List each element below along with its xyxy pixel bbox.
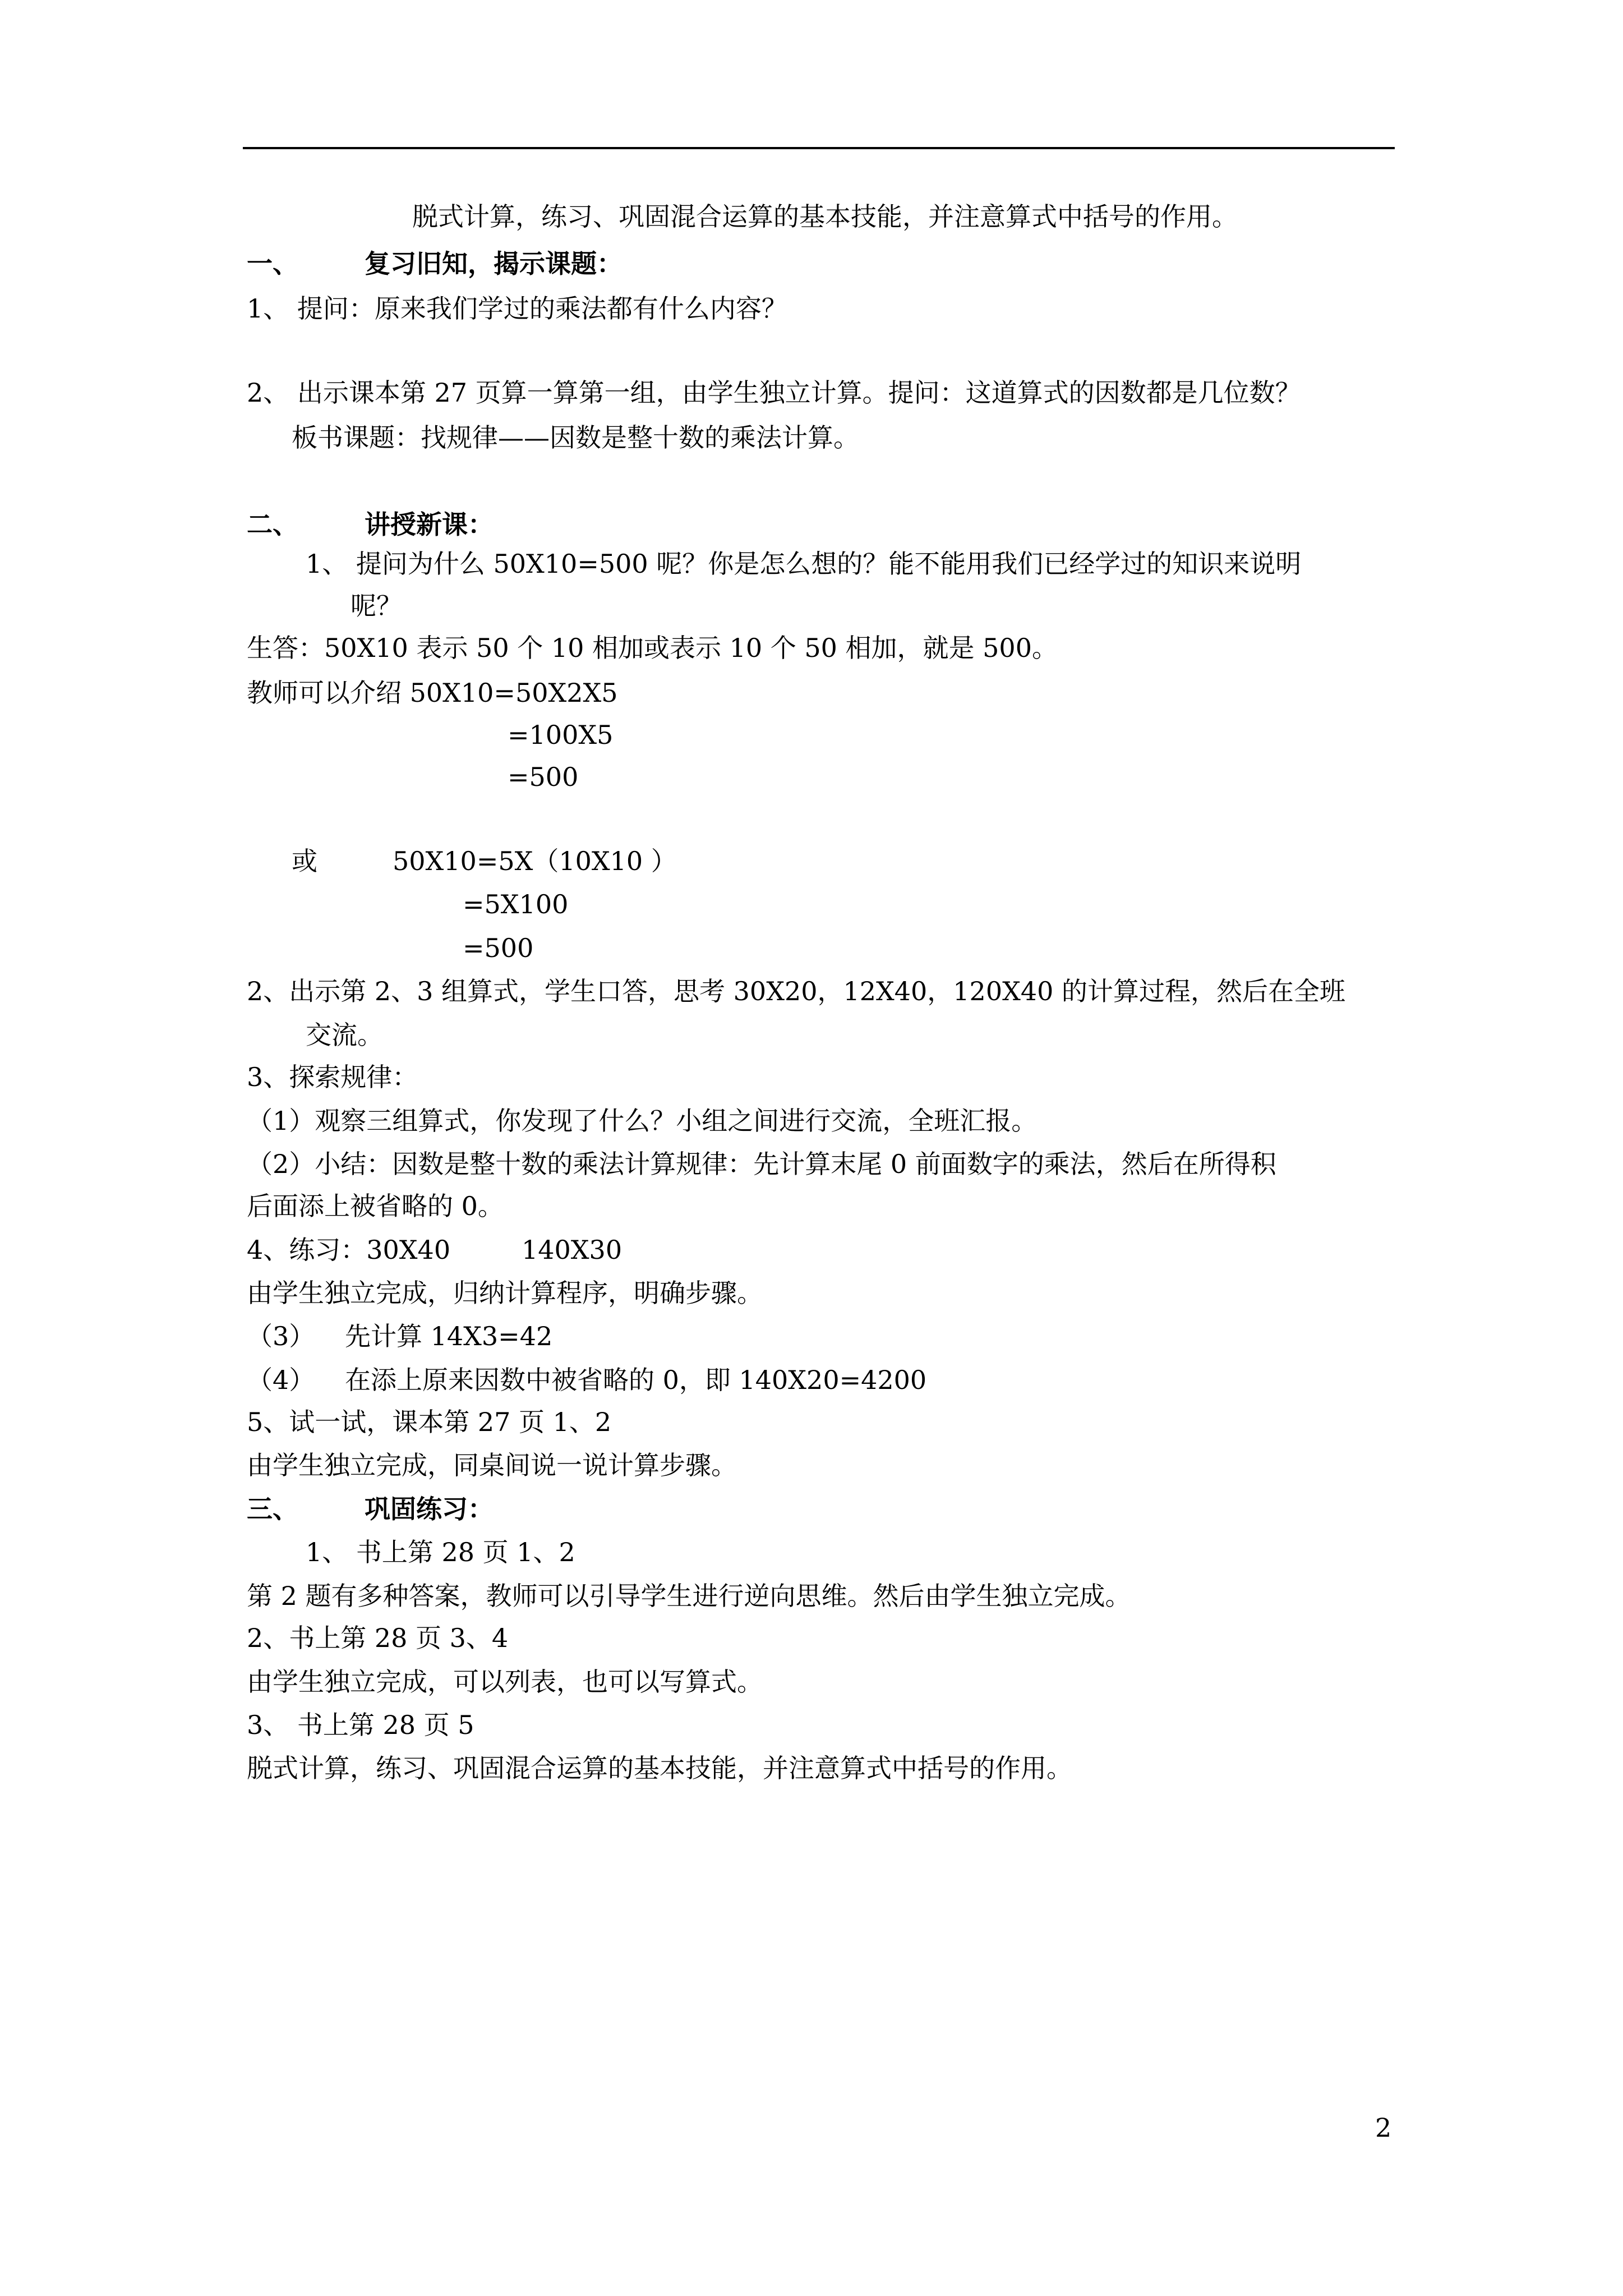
- teacher-intro: 教师可以介绍 50X10=50X2X5: [247, 678, 618, 708]
- calc1-line3: =500: [508, 762, 579, 792]
- student-answer: 生答：50X10 表示 50 个 10 相加或表示 10 个 50 相加，就是 500。: [247, 633, 1058, 663]
- section2-item2-cont: 交流。: [306, 1020, 383, 1050]
- step4-text: 在添上原来因数中被省略的 0，即 140X20=4200: [345, 1365, 927, 1395]
- section2-item3: 3、探索规律：: [247, 1062, 418, 1092]
- section2-item3-2-cont: 后面添上被省略的 0。: [247, 1191, 504, 1221]
- section2-item4-desc: 由学生独立完成，归纳计算程序，明确步骤。: [247, 1278, 763, 1308]
- step3-text: 先计算 14X3=42: [345, 1321, 553, 1351]
- section2-item3-2: （2）小结：因数是整十数的乘法计算规律：先计算末尾 0 前面数字的乘法，然后在所得积: [247, 1149, 1276, 1179]
- section3-item3: 3、 书上第 28 页 5: [247, 1710, 474, 1740]
- section3-item2-desc: 由学生独立完成，可以列表，也可以写算式。: [247, 1667, 763, 1697]
- section2-item5: 5、试一试，课本第 27 页 1、2: [247, 1407, 612, 1437]
- intro-text: 脱式计算，练习、巩固混合运算的基本技能，并注意算式中括号的作用。: [412, 201, 1238, 232]
- calc1-line2: =100X5: [508, 720, 614, 750]
- section3-item3-desc: 脱式计算，练习、巩固混合运算的基本技能，并注意算式中括号的作用。: [247, 1753, 1072, 1783]
- section3-item2: 2、书上第 28 页 3、4: [247, 1623, 509, 1653]
- section2-q1-cont: 呢？: [351, 591, 402, 621]
- section3-item1-desc: 第 2 题有多种答案，教师可以引导学生进行逆向思维。然后由学生独立完成。: [247, 1581, 1131, 1611]
- section3-number: 三、: [247, 1494, 298, 1524]
- section3-item1: 1、 书上第 28 页 1、2: [306, 1537, 575, 1567]
- calc2-line3: =500: [463, 933, 534, 963]
- section2-q1: 1、 提问为什么 50X10=500 呢？你是怎么想的？能不能用我们已经学过的知识来说明: [306, 549, 1302, 579]
- step3-number: （3）: [247, 1321, 315, 1351]
- section1-number: 一、: [247, 249, 298, 279]
- section2-item3-1: （1）观察三组算式，你发现了什么？小组之间进行交流，全班汇报。: [247, 1106, 1038, 1136]
- section3-title: 巩固练习：: [365, 1494, 494, 1524]
- section1-title: 复习旧知，揭示课题：: [365, 249, 623, 279]
- section2-item4: 4、练习：30X40: [247, 1235, 451, 1265]
- section2-title: 讲授新课：: [365, 509, 494, 540]
- calc2-line1: 50X10=5X（10X10 ）: [393, 846, 677, 876]
- section2-item2: 2、出示第 2、3 组算式，学生口答，思考 30X20，12X40，120X40 的计算过程，然后在全班: [247, 976, 1345, 1006]
- section1-item2-cont: 板书课题：找规律——因数是整十数的乘法计算。: [292, 422, 859, 453]
- section2-item4-expr: 140X30: [522, 1235, 623, 1265]
- section2-number: 二、: [247, 509, 298, 540]
- header-rule: [243, 147, 1395, 149]
- step4-number: （4）: [247, 1365, 315, 1395]
- calc2-line2: =5X100: [463, 889, 569, 919]
- section2-item5-desc: 由学生独立完成，同桌间说一说计算步骤。: [247, 1450, 737, 1480]
- or-label: 或: [292, 846, 317, 876]
- section1-item2: 2、 出示课本第 27 页算一算第一组，由学生独立计算。提问：这道算式的因数都是几位数？: [247, 378, 1301, 408]
- section1-item1: 1、 提问：原来我们学过的乘法都有什么内容？: [247, 293, 787, 324]
- page-number: 2: [1375, 2113, 1392, 2143]
